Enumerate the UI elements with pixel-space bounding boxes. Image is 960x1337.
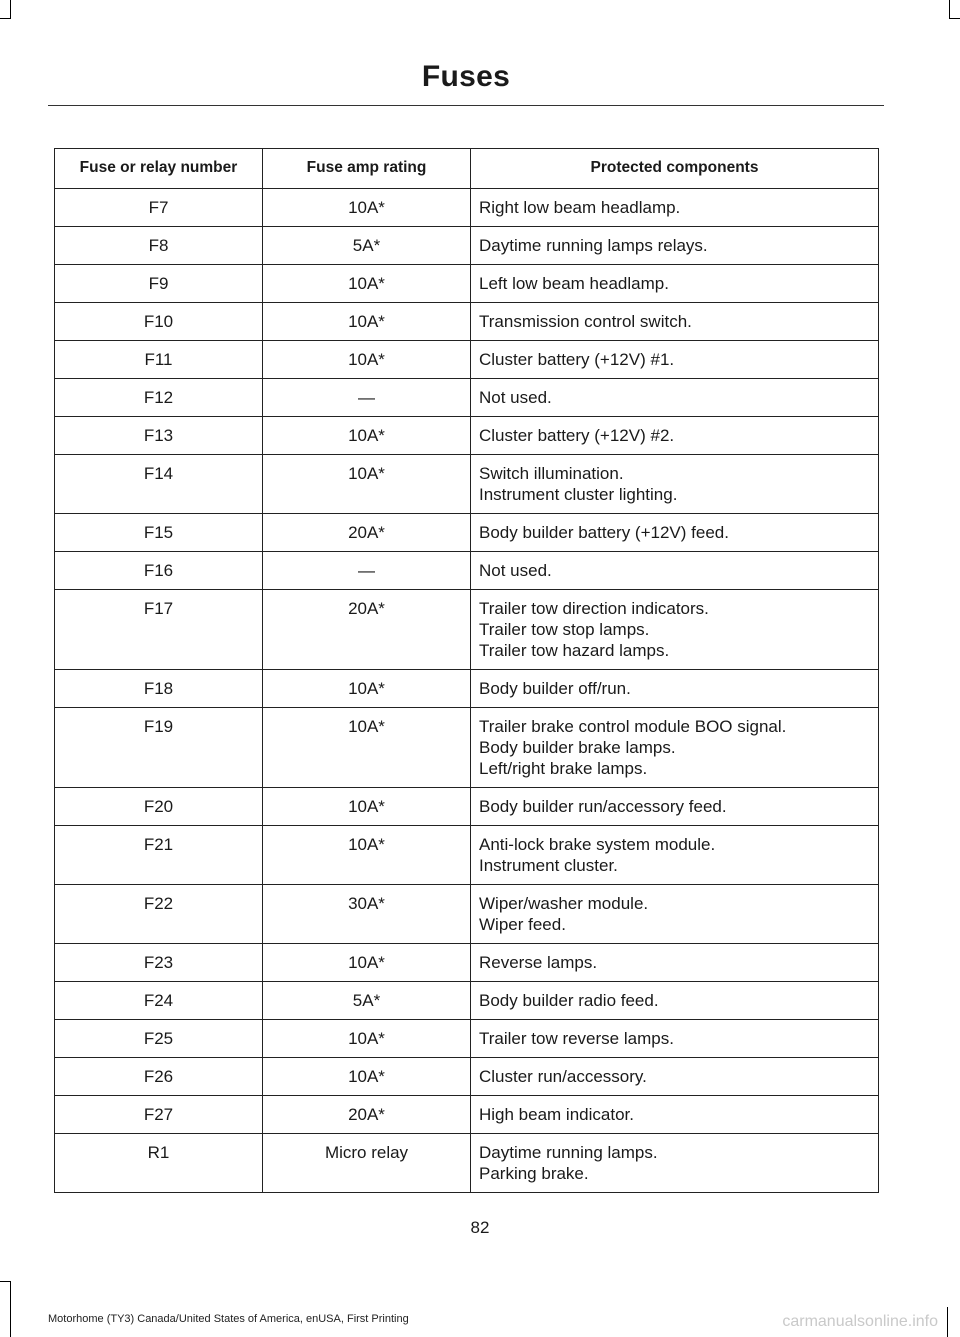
component-line: Instrument cluster lighting. xyxy=(479,485,678,504)
table-row xyxy=(55,552,879,590)
fuse-number-cell: F20 xyxy=(55,788,263,826)
component-line: Wiper feed. xyxy=(479,915,566,934)
protected-components-cell xyxy=(471,982,879,1020)
component-line: Instrument cluster. xyxy=(479,856,618,875)
protected-components-cell xyxy=(471,590,879,670)
amp-rating-cell: 10A* xyxy=(263,788,471,826)
table-row xyxy=(55,944,879,982)
component-line: Trailer tow stop lamps. xyxy=(479,620,650,639)
protected-components-cell xyxy=(471,826,879,885)
page-number: 82 xyxy=(470,1218,490,1237)
protected-components-cell xyxy=(471,1058,879,1096)
table-row xyxy=(55,590,879,670)
fuse-number-cell: F22 xyxy=(55,885,263,944)
fuse-number-cell: F26 xyxy=(55,1058,263,1096)
amp-rating-cell: 30A* xyxy=(263,885,471,944)
crop-mark xyxy=(0,18,11,19)
protected-components-cell xyxy=(471,341,879,379)
fuse-number-cell: F7 xyxy=(55,189,263,227)
component-line: Left low beam headlamp. xyxy=(479,274,669,293)
fuse-number-cell: R1 xyxy=(55,1134,263,1193)
fuse-number-cell: F15 xyxy=(55,514,263,552)
crop-mark xyxy=(10,1282,11,1337)
amp-rating-cell: 10A* xyxy=(263,417,471,455)
footer-text: Motorhome (TY3) Canada/United States of America, enUSA, First Printing xyxy=(48,1313,409,1325)
amp-rating-cell: 10A* xyxy=(263,670,471,708)
component-line: Not used. xyxy=(479,388,552,407)
protected-components-cell xyxy=(471,227,879,265)
fuse-number-cell: F23 xyxy=(55,944,263,982)
crop-mark xyxy=(0,1281,11,1282)
protected-components-cell xyxy=(471,552,879,590)
amp-rating-cell: 10A* xyxy=(263,826,471,885)
table-row xyxy=(55,1096,879,1134)
component-line: Anti-lock brake system module. xyxy=(479,835,716,854)
protected-components-cell xyxy=(471,670,879,708)
crop-mark xyxy=(947,1307,948,1337)
component-line: Cluster battery (+12V) #1. xyxy=(479,350,675,369)
fuse-number-cell: F21 xyxy=(55,826,263,885)
fuse-number-cell: F8 xyxy=(55,227,263,265)
amp-rating-cell: 10A* xyxy=(263,944,471,982)
table-row xyxy=(55,708,879,788)
table-row xyxy=(55,788,879,826)
component-line: Trailer brake control module BOO signal. xyxy=(479,717,787,736)
component-line: Transmission control switch. xyxy=(479,312,692,331)
amp-rating-cell: — xyxy=(263,552,471,590)
protected-components-cell xyxy=(471,379,879,417)
fuse-number-cell: F19 xyxy=(55,708,263,788)
amp-rating-cell: 20A* xyxy=(263,514,471,552)
protected-components-cell xyxy=(471,514,879,552)
table-row xyxy=(55,982,879,1020)
fuse-number-cell: F16 xyxy=(55,552,263,590)
amp-rating-cell: 10A* xyxy=(263,303,471,341)
table-row xyxy=(55,189,879,227)
fuse-number-cell: F10 xyxy=(55,303,263,341)
fuse-number-cell: F11 xyxy=(55,341,263,379)
fuse-number-cell: F12 xyxy=(55,379,263,417)
table-row xyxy=(55,1134,879,1193)
component-line: Trailer tow reverse lamps. xyxy=(479,1029,674,1048)
table-body xyxy=(55,189,879,1193)
amp-rating-cell: 5A* xyxy=(263,982,471,1020)
table-row xyxy=(55,341,879,379)
component-line: Reverse lamps. xyxy=(479,953,598,972)
table-row xyxy=(55,417,879,455)
component-line: Trailer tow hazard lamps. xyxy=(479,641,670,660)
fuse-number-cell: F14 xyxy=(55,455,263,514)
protected-components-cell xyxy=(471,189,879,227)
crop-mark xyxy=(949,18,960,19)
table-row xyxy=(55,227,879,265)
component-line: Trailer tow direction indicators. xyxy=(479,599,709,618)
amp-rating-cell: 10A* xyxy=(263,189,471,227)
fuse-number-cell: F17 xyxy=(55,590,263,670)
table-row xyxy=(55,514,879,552)
amp-rating-cell: 5A* xyxy=(263,227,471,265)
table-row xyxy=(55,826,879,885)
protected-components-cell xyxy=(471,417,879,455)
table-row xyxy=(55,379,879,417)
amp-rating-cell: 10A* xyxy=(263,265,471,303)
column-header-fuse-number: Fuse or relay number xyxy=(55,149,263,189)
table-row xyxy=(55,265,879,303)
protected-components-cell xyxy=(471,1020,879,1058)
protected-components-cell xyxy=(471,708,879,788)
amp-rating-cell: 10A* xyxy=(263,1020,471,1058)
component-line: Wiper/washer module. xyxy=(479,894,649,913)
component-line: Daytime running lamps. xyxy=(479,1143,658,1162)
fuse-number-cell: F25 xyxy=(55,1020,263,1058)
fuse-table xyxy=(54,148,879,1193)
amp-rating-cell: 20A* xyxy=(263,1096,471,1134)
amp-rating-cell: Micro relay xyxy=(263,1134,471,1193)
fuse-number-cell: F9 xyxy=(55,265,263,303)
crop-mark xyxy=(949,0,950,18)
table-header-row xyxy=(55,149,879,189)
component-line: Cluster run/accessory. xyxy=(479,1067,647,1086)
amp-rating-cell: — xyxy=(263,379,471,417)
amp-rating-cell: 10A* xyxy=(263,455,471,514)
table-row xyxy=(55,1058,879,1096)
fuse-number-cell: F18 xyxy=(55,670,263,708)
page-title: Fuses xyxy=(421,60,511,93)
table-row xyxy=(55,303,879,341)
protected-components-cell xyxy=(471,1096,879,1134)
component-line: Body builder run/accessory feed. xyxy=(479,797,727,816)
protected-components-cell xyxy=(471,1134,879,1193)
component-line: High beam indicator. xyxy=(479,1105,634,1124)
amp-rating-cell: 10A* xyxy=(263,341,471,379)
fuse-number-cell: F27 xyxy=(55,1096,263,1134)
table-row xyxy=(55,885,879,944)
protected-components-cell xyxy=(471,455,879,514)
title-divider xyxy=(48,105,884,106)
component-line: Left/right brake lamps. xyxy=(479,759,648,778)
fuse-number-cell: F13 xyxy=(55,417,263,455)
amp-rating-cell: 10A* xyxy=(263,1058,471,1096)
protected-components-cell xyxy=(471,303,879,341)
table-row xyxy=(55,1020,879,1058)
protected-components-cell xyxy=(471,788,879,826)
component-line: Body builder battery (+12V) feed. xyxy=(479,523,729,542)
amp-rating-cell: 10A* xyxy=(263,708,471,788)
protected-components-cell xyxy=(471,265,879,303)
component-line: Body builder brake lamps. xyxy=(479,738,676,757)
table-row xyxy=(55,670,879,708)
watermark: carmanualsonline.info xyxy=(782,1313,938,1330)
component-line: Body builder radio feed. xyxy=(479,991,659,1010)
column-header-protected-components: Protected components xyxy=(471,149,879,189)
table-row xyxy=(55,455,879,514)
component-line: Daytime running lamps relays. xyxy=(479,236,708,255)
crop-mark xyxy=(10,0,11,18)
component-line: Not used. xyxy=(479,561,552,580)
protected-components-cell xyxy=(471,885,879,944)
component-line: Right low beam headlamp. xyxy=(479,198,681,217)
fuse-number-cell: F24 xyxy=(55,982,263,1020)
column-header-amp-rating: Fuse amp rating xyxy=(263,149,471,189)
component-line: Cluster battery (+12V) #2. xyxy=(479,426,675,445)
component-line: Switch illumination. xyxy=(479,464,624,483)
component-line: Parking brake. xyxy=(479,1164,589,1183)
amp-rating-cell: 20A* xyxy=(263,590,471,670)
component-line: Body builder off/run. xyxy=(479,679,631,698)
protected-components-cell xyxy=(471,944,879,982)
